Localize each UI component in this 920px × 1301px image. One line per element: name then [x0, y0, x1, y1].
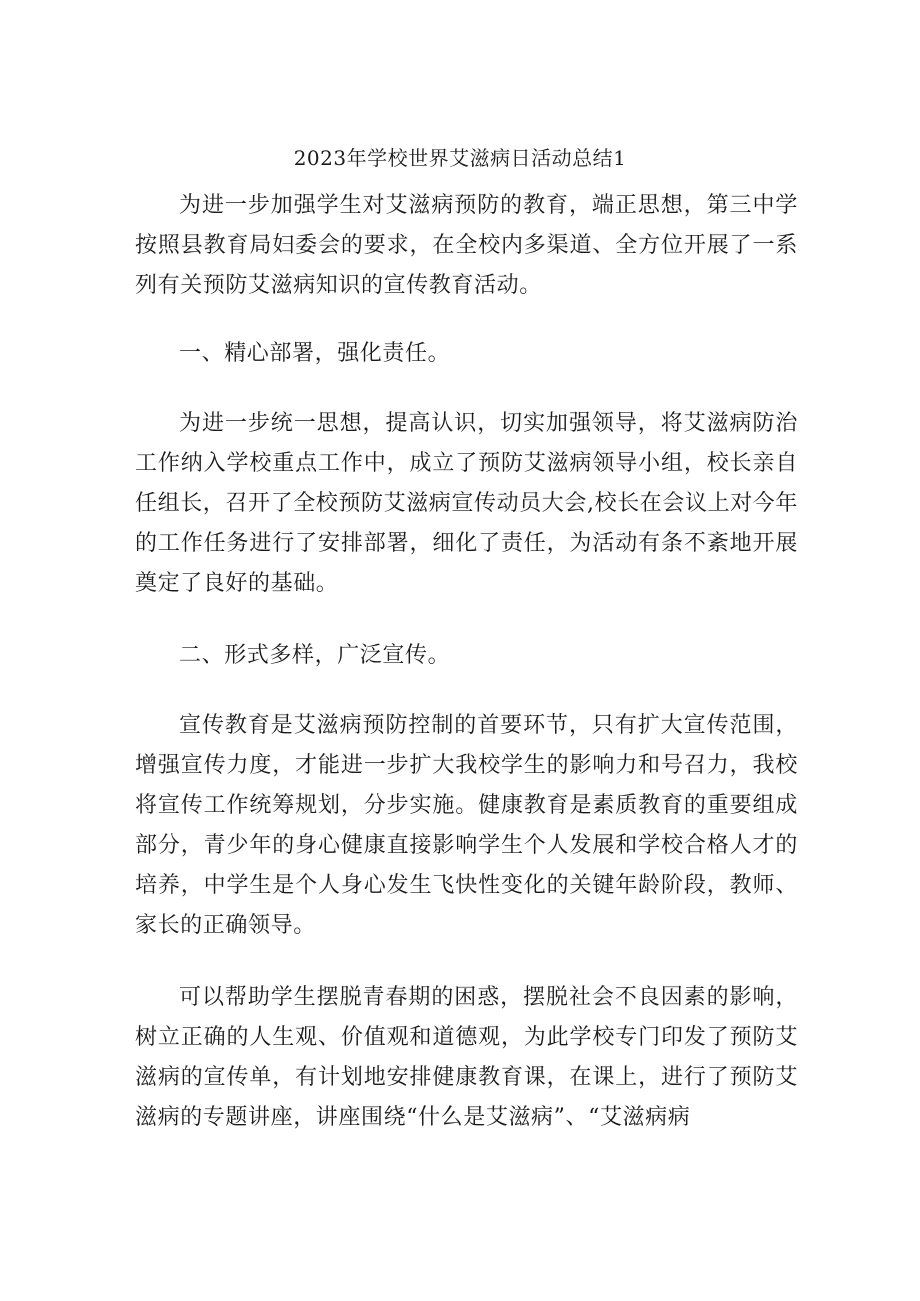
- body-paragraph: 可以帮助学生摆脱青春期的困惑，摆脱社会不良因素的影响，树立正确的人生观、价值观和道德观，为此学校专门印发了预防艾滋病的宣传单，有计划地安排健康教育课，在课上，进行了预防艾滋病的专题讲座，讲座围绕“什么是艾滋病”、“艾滋病病: [135, 985, 798, 1130]
- intro-paragraph: 为进一步加强学生对艾滋病预防的教育，端正思想，第三中学按照县教育局妇委会的要求，在全校内多渠道、全方位开展了一系列有关预防艾滋病知识的宣传教育活动。: [135, 193, 798, 298]
- section-heading-2: 二、形式多样，广泛宣传。: [179, 643, 451, 668]
- section-heading-1: 一、精心部署，强化责任。: [179, 341, 451, 366]
- document-body: [135, 186, 798, 1170]
- body-paragraph: 宣传教育是艾滋病预防控制的首要环节，只有扩大宣传范围，增强宣传力度，才能进一步扩大我校学生的影响力和号召力，我校将宣传工作统筹规划，分步实施。健康教育是素质教育的重要组成部分，青少年的身心健康直接影响学生个人发展和学校合格人才的培养，中学生是个人身心发生飞快性变化的关键年龄阶段，教师、家长的正确领导。: [135, 713, 798, 938]
- document-title: 2023年学校世界艾滋病日活动总结1: [293, 146, 627, 170]
- body-paragraph: 为进一步统一思想，提高认识，切实加强领导，将艾滋病防治工作纳入学校重点工作中，成立了预防艾滋病领导小组，校长亲自任组长，召开了全校预防艾滋病宣传动员大会,校长在会议上对今年的工作任务进行了安排部署，细化了责任，为活动有条不紊地开展奠定了良好的基础。: [135, 411, 798, 596]
